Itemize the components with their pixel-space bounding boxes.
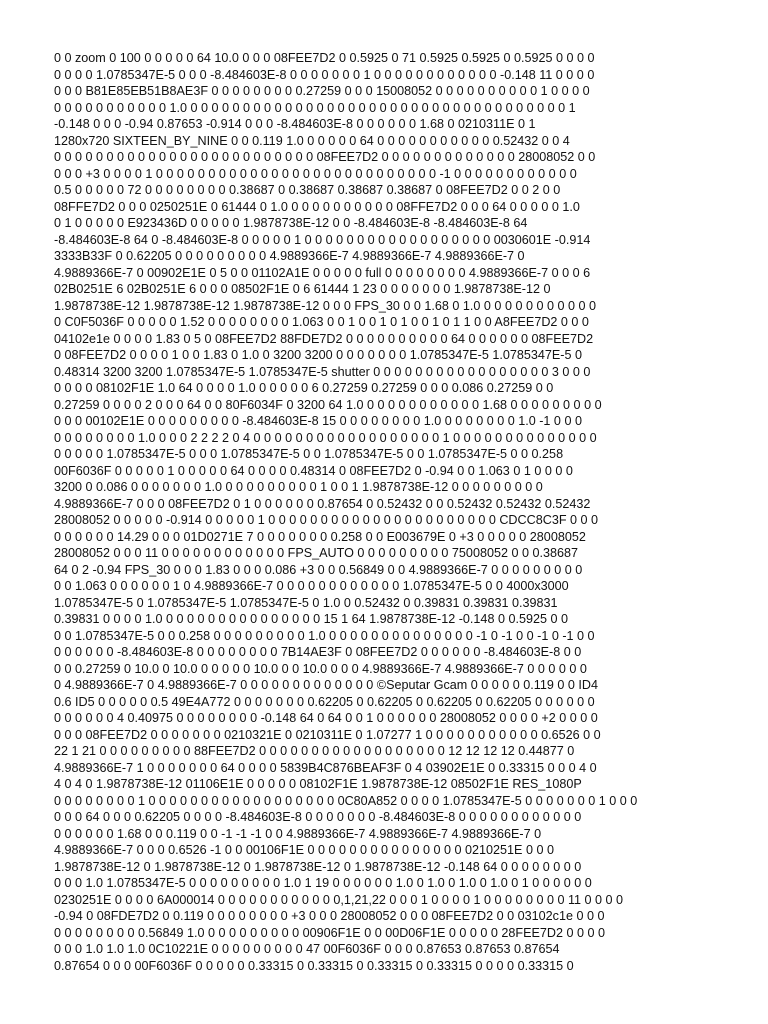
text-line: 0 0 zoom 0 100 0 0 0 0 0 64 10.0 0 0 0 08FEE7D2 0 0.5925 0 71 0.5925 0.5925 0 0.5925 0 0 0 0 bbox=[54, 51, 595, 65]
text-line: 1.9878738E-12 0 1.9878738E-12 0 1.9878738E-12 0 1.9878738E-12 -0.148 64 0 0 0 0 0 0 0 0 bbox=[54, 859, 582, 874]
text-line: -0.148 0 0 0 -0.94 0.87653 -0.914 0 0 0 -8.484603E-8 0 0 0 0 0 0 1.68 0 0210311E 0 1 bbox=[54, 117, 536, 131]
text-line: 0 0 0 0 0 0 -8.484603E-8 0 0 0 0 0 0 0 0 7B14AE3F 0 08FEE7D2 0 0 0 0 0 0 -8.484603E-8 0 0 bbox=[54, 645, 582, 659]
text-line: 0 0 0 1.0 1.0785347E-5 0 0 0 0 0 0 0 0 0 1.0 1 19 0 0 0 0 0 0 1.0 0 1.0 0 1.0 0 1.0 0 1 0 0 0 0 0 0 bbox=[54, 876, 592, 890]
text-line: 0 0 0 0 0 1.0785347E-5 0 0 0 1.0785347E-5 0 0 1.0785347E-5 0 0 1.0785347E-5 0 0 0.258 bbox=[54, 447, 564, 461]
text-line: 0 0 0 0 0 0 14.29 0 0 0 01D0271E 7 0 0 0 0 0 0 0 0.258 0 0 E003679E 0 +3 0 0 0 0 0 28008052 bbox=[54, 529, 586, 544]
text-line: 0 4.9889366E-7 0 4.9889366E-7 0 0 0 0 0 0 0 0 0 0 0 0 0 ©Seputar Gcam 0 0 0 0 0 0.119 0 0 ID4 bbox=[54, 678, 598, 692]
text-line: 0 C0F5036F 0 0 0 0 0 1.52 0 0 0 0 0 0 0 0 1.063 0 0 1 0 0 1 0 1 0 0 1 0 1 1 0 0 A8FEE7D2 0 0 0 bbox=[54, 315, 589, 329]
text-line: 0 0 0 64 0 0 0 0.62205 0 0 0 0 -8.484603E-8 0 0 0 0 0 0 0 -8.484603E-8 0 0 0 0 0 0 0 0 0 0 0 0 bbox=[54, 810, 582, 824]
text-line: 0 0 0 0 0 0 4 0.40975 0 0 0 0 0 0 0 0 -0.148 64 0 64 0 0 1 0 0 0 0 0 0 28008052 0 0 0 0 +2 0 0 0 0 bbox=[54, 711, 598, 725]
text-line: 4 0 4 0 1.9878738E-12 01106E1E 0 0 0 0 0 08102F1E 1.9878738E-12 08502F1E RES_1080P bbox=[54, 777, 582, 791]
text-line: 64 0 2 -0.94 FPS_30 0 0 0 1.83 0 0 0 0.086 +3 0 0 0.56849 0 0 4.9889366E-7 0 0 0 0 0 0 0 0 0 bbox=[54, 562, 583, 577]
document-text-block bbox=[54, 50, 718, 974]
text-line: 04102e1e 0 0 0 0 1.83 0 5 0 08FEE7D2 88FDE7D2 0 0 0 0 0 0 0 0 0 0 64 0 0 0 0 0 0 08FEE7D2 bbox=[54, 331, 594, 346]
text-line: 0.27259 0 0 0 0 2 0 0 0 64 0 0 80F6034F 0 3200 64 1.0 0 0 0 0 0 0 0 0 0 0 0 1.68 0 0 0 0 0 0 0 0 0 bbox=[54, 397, 602, 412]
text-line: 4.9889366E-7 0 0 0 08FEE7D2 0 1 0 0 0 0 0 0 0.87654 0 0.52432 0 0 0.52432 0.52432 0.52432 bbox=[54, 496, 591, 511]
text-line: 0 0 0 0 0 0 0 0 1 0 0 0 0 0 0 0 0 0 0 0 0 0 0 0 0 0 0 0C80A852 0 0 0 0 1.0785347E-5 0 0 0 0 0 0 0 1 0 0 0 bbox=[54, 793, 638, 808]
text-line: 0 0 0 0 0 0 0 0 0.56849 1.0 0 0 0 0 0 0 0 0 0 00906F1E 0 0 00D06F1E 0 0 0 0 0 28FEE7D2 0 0 0 0 bbox=[54, 925, 606, 940]
text-line: 0.5 0 0 0 0 0 72 0 0 0 0 0 0 0 0 0.38687 0 0.38687 0.38687 0.38687 0 08FEE7D2 0 0 2 0 0 bbox=[54, 183, 561, 197]
text-line: 0.87654 0 0 0 00F6036F 0 0 0 0 0 0.33315 0 0.33315 0 0.33315 0 0.33315 0 0 0 0 0.33315 0 bbox=[54, 958, 574, 973]
text-line: 0.39831 0 0 0 0 1.0 0 0 0 0 0 0 0 0 0 0 0 0 0 0 0 15 1 64 1.9878738E-12 -0.148 0 0.5925 0 0 bbox=[54, 612, 568, 626]
text-line: 0 0 0 0 0 0 1.68 0 0 0.119 0 0 -1 -1 -1 0 0 4.9889366E-7 4.9889366E-7 4.9889366E-7 0 bbox=[54, 826, 542, 841]
text-line: 0 08FEE7D2 0 0 0 0 1 0 0 1.83 0 1.0 0 3200 3200 0 0 0 0 0 0 0 1.0785347E-5 1.0785347E-5 0 bbox=[54, 348, 582, 362]
text-line: 0 0 1.063 0 0 0 0 0 0 1 0 4.9889366E-7 0 0 0 0 0 0 0 0 0 0 0 0 1.0785347E-5 0 0 4000x3000 bbox=[54, 579, 569, 593]
text-line: -0.94 0 08FDE7D2 0 0.119 0 0 0 0 0 0 0 0 +3 0 0 0 28008052 0 0 0 08FEE7D2 0 0 03102c1e 0 0 0 bbox=[54, 909, 605, 923]
text-line: 0 0 0 0 0 0 0 0 0 0 0 1.0 0 0 0 0 0 0 0 0 0 0 0 0 0 0 0 0 0 0 0 0 0 0 0 0 0 0 0 0 0 0 0 0 0 0 0 0 1 bbox=[54, 100, 576, 115]
text-line: 4.9889366E-7 0 0 0 0.6526 -1 0 0 00106F1E 0 0 0 0 0 0 0 0 0 0 0 0 0 0 0 0210251E 0 0 0 bbox=[54, 843, 554, 857]
text-line: 28008052 0 0 0 0 0 -0.914 0 0 0 0 0 1 0 0 0 0 0 0 0 0 0 0 0 0 0 0 0 0 0 0 0 0 0 0 CDCC8C3F 0 0 0 bbox=[54, 513, 599, 527]
text-line: 0 0 0 08FEE7D2 0 0 0 0 0 0 0 0210321E 0 0210311E 0 1.07277 1 0 0 0 0 0 0 0 0 0 0 0 0.6526 0 0 bbox=[54, 727, 601, 742]
text-line: 0 0 1.0785347E-5 0 0 0.258 0 0 0 0 0 0 0 0 0 1.0 0 0 0 0 0 0 0 0 0 0 0 0 0 0 -1 0 -1 0 0 -1 0 -1 0 0 bbox=[54, 628, 595, 643]
text-line: 0 0 0 0 1.0785347E-5 0 0 0 -8.484603E-8 0 0 0 0 0 0 0 1 0 0 0 0 0 0 0 0 0 0 0 0 -0.148 11 0 0 0 0 bbox=[54, 67, 595, 82]
text-line: 0 0 0 0 0 0 0 0 1.0 0 0 0 2 2 2 2 0 4 0 0 0 0 0 0 0 0 0 0 0 0 0 0 0 0 0 0 1 0 0 0 0 0 0 0 0 0 0 0 0 0 0 bbox=[54, 430, 597, 445]
text-line: -8.484603E-8 64 0 -8.484603E-8 0 0 0 0 0 1 0 0 0 0 0 0 0 0 0 0 0 0 0 0 0 0 0 0 0030601E -0.914 bbox=[54, 232, 591, 247]
text-line: 4.9889366E-7 0 00902E1E 0 5 0 0 01102A1E 0 0 0 0 0 full 0 0 0 0 0 0 0 0 4.9889366E-7 0 0 0 6 bbox=[54, 265, 591, 280]
text-line: 0 0 0 0 08102F1E 1.0 64 0 0 0 0 1.0 0 0 0 0 0 6 0.27259 0.27259 0 0 0 0.086 0.27259 0 0 bbox=[54, 381, 554, 395]
text-line: 3200 0 0.086 0 0 0 0 0 0 0 1.0 0 0 0 0 0 0 0 0 0 1 0 0 1 1.9878738E-12 0 0 0 0 0 0 0 0 0 bbox=[54, 480, 543, 494]
text-line: 0 0 0 00102E1E 0 0 0 0 0 0 0 0 0 -8.484603E-8 15 0 0 0 0 0 0 0 0 1.0 0 0 0 0 0 0 0 1.0 -1 0 0 0 bbox=[54, 414, 582, 428]
text-line: 0 0 0 +3 0 0 0 0 1 0 0 0 0 0 0 0 0 0 0 0 0 0 0 0 0 0 0 0 0 0 0 0 0 0 0 0 -1 0 0 0 0 0 0 0 0 0 0 0 0 bbox=[54, 166, 577, 181]
text-line: 0 0 0 0 0 0 0 0 0 0 0 0 0 0 0 0 0 0 0 0 0 0 0 0 0 08FEE7D2 0 0 0 0 0 0 0 0 0 0 0 0 0 28008052 0 0 bbox=[54, 150, 596, 164]
text-line: 0.6 ID5 0 0 0 0 0 0.5 49E4A772 0 0 0 0 0 0 0 0.62205 0 0.62205 0 0.62205 0 0.62205 0 0 0 0 0 0 bbox=[54, 694, 595, 709]
text-line: 28008052 0 0 0 11 0 0 0 0 0 0 0 0 0 0 0 0 FPS_AUTO 0 0 0 0 0 0 0 0 0 75008052 0 0 0.38687 bbox=[54, 546, 578, 560]
text-line: 0230251E 0 0 0 0 6A000014 0 0 0 0 0 0 0 0 0 0 0 0,1,21,22 0 0 0 1 0 0 0 0 1 0 0 0 0 0 0 0 0 11 0 0 0 0 bbox=[54, 892, 624, 907]
text-line: 1.0785347E-5 0 1.0785347E-5 1.0785347E-5 0 1.0 0 0.52432 0 0.39831 0.39831 0.39831 bbox=[54, 595, 558, 610]
text-line: 0 1 0 0 0 0 0 E923436D 0 0 0 0 0 1.9878738E-12 0 0 -8.484603E-8 -8.484603E-8 64 bbox=[54, 216, 528, 230]
text-line: 0 0 0 1.0 1.0 1.0 0C10221E 0 0 0 0 0 0 0 0 0 47 00F6036F 0 0 0 0.87653 0.87653 0.87654 bbox=[54, 942, 560, 956]
text-line: 0 0 0 B81E85EB51B8AE3F 0 0 0 0 0 0 0 0 0.27259 0 0 0 15008052 0 0 0 0 0 0 0 0 0 0 1 0 0 0 0 bbox=[54, 84, 590, 98]
text-line: 22 1 21 0 0 0 0 0 0 0 0 0 88FEE7D2 0 0 0 0 0 0 0 0 0 0 0 0 0 0 0 0 0 0 12 12 12 12 0.44877 0 bbox=[54, 744, 575, 758]
text-line: 00F6036F 0 0 0 0 0 1 0 0 0 0 0 64 0 0 0 0 0.48314 0 08FEE7D2 0 -0.94 0 0 1.063 0 1 0 0 0 0 bbox=[54, 463, 573, 478]
text-line: 4.9889366E-7 1 0 0 0 0 0 0 0 64 0 0 0 0 5839B4C876BEAF3F 0 4 03902E1E 0 0.33315 0 0 0 4 0 bbox=[54, 760, 597, 775]
text-line: 0 0 0.27259 0 10.0 0 10.0 0 0 0 0 0 10.0 0 0 10.0 0 0 0 4.9889366E-7 4.9889366E-7 0 0 0 0 0 0 bbox=[54, 661, 587, 676]
text-line: 3333B33F 0 0.62205 0 0 0 0 0 0 0 0 0 4.9889366E-7 4.9889366E-7 4.9889366E-7 0 bbox=[54, 249, 525, 263]
text-line: 1.9878738E-12 1.9878738E-12 1.9878738E-12 0 0 0 FPS_30 0 0 1.68 0 1.0 0 0 0 0 0 0 0 0 0 0 0 bbox=[54, 298, 596, 313]
text-line: 0.48314 3200 3200 1.0785347E-5 1.0785347E-5 shutter 0 0 0 0 0 0 0 0 0 0 0 0 0 0 0 0 0 3 0 0 0 bbox=[54, 364, 591, 379]
text-line: 1280x720 SIXTEEN_BY_NINE 0 0 0.119 1.0 0 0 0 0 0 64 0 0 0 0 0 0 0 0 0 0 0 0.52432 0 0 4 bbox=[54, 133, 570, 148]
text-line: 08FFE7D2 0 0 0 0250251E 0 61444 0 1.0 0 0 0 0 0 0 0 0 0 0 08FFE7D2 0 0 0 64 0 0 0 0 0 1.0 bbox=[54, 199, 580, 214]
text-line: 02B0251E 6 02B0251E 6 0 0 0 08502F1E 0 6 61444 1 23 0 0 0 0 0 0 0 1.9878738E-12 0 bbox=[54, 282, 551, 296]
